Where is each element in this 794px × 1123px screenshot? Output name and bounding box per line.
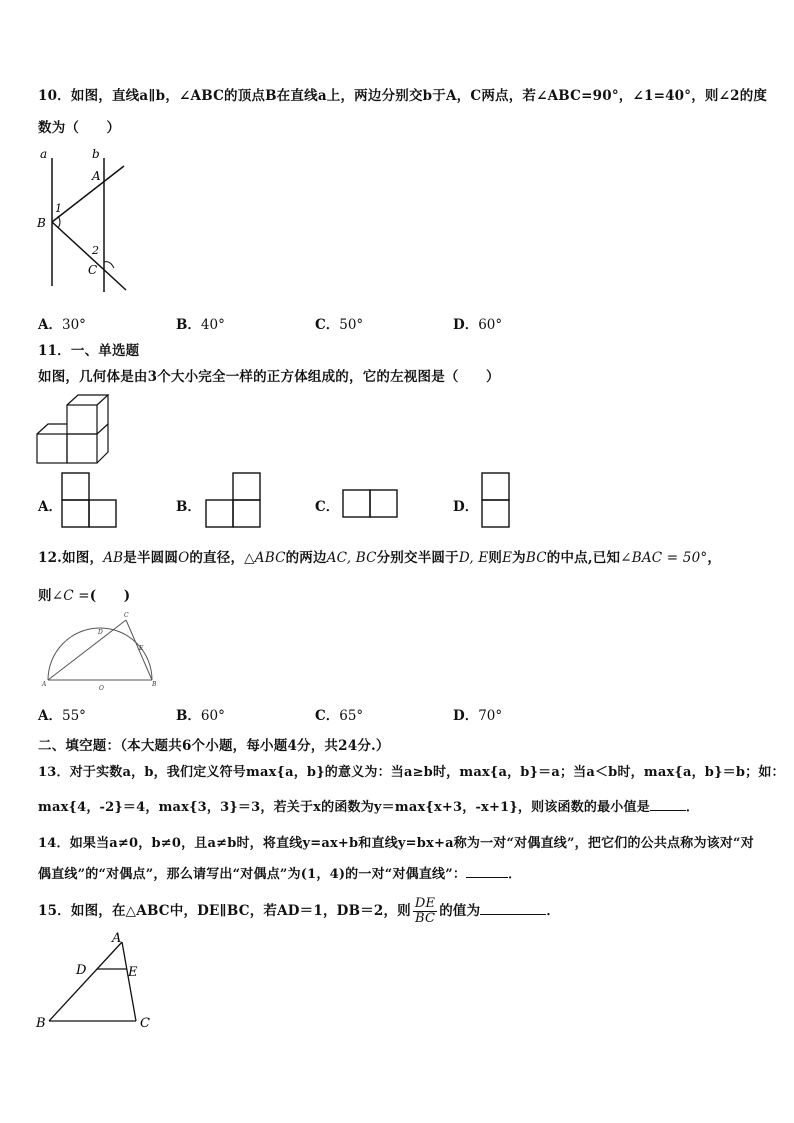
q12-line2: 则∠C =( ) [38,588,131,604]
angle-2-arc [104,262,114,268]
q12-option-c: C．65° [315,708,364,724]
q10-line1: 10．如图，直线a∥b，∠ABC的顶点B在直线a上，两边分别交b于A，C两点，若∠ABC=90°，∠1=40°，则∠2的度 [38,88,768,104]
q11-option-a-view [61,472,119,529]
label-b: b [92,147,100,161]
label-A: A [112,931,122,946]
q11-option-b: B． [176,499,201,515]
label-E: E [128,965,138,980]
section2-title: 二、填空题：（本大题共6个小题，每小题4分，共24分.） [38,738,390,754]
q10-option-d: D．60° [453,317,503,333]
label-A: A [92,169,101,183]
q12-option-b: B．60° [176,708,225,724]
label-1: 1 [55,202,62,215]
q11-solid-figure [36,394,114,468]
q11-line1: 11．一、单选题 [38,343,140,359]
q11-option-d-view [481,472,512,529]
side-AC [122,942,136,1021]
q15-fraction: $\frac{DE}{BC}$ [414,896,436,926]
label-2: 2 [92,244,99,257]
q13-line2: max{4，-2}＝4，max{3，3}＝3，若关于x的函数为y＝max{x+3，-x+1}，则该函数的最小值是 ． [38,800,700,815]
q14-answer-blank[interactable] [466,865,508,878]
q10-option-a: A．30° [38,317,86,333]
q12-line1: 12.如图，AB是半圆圆O的直径，△ABC的两边AC, BC分别交半圆于D, E则E为BC的中点,已知∠BAC = 50°， [38,550,722,566]
side-BA [49,942,122,1021]
q14-line2: 偶直线”的“对偶点”，那么请写出“对偶点”为(1，4)的一对“对偶直线”： ． [38,867,522,882]
side-AC [48,620,126,680]
label-E: E [139,645,144,652]
q13-line1: 13．对于实数a，b，我们定义符号max{a，b}的意义为：当a≥b时，max{a，b}＝a；当a＜b时，max{a，b}＝b；如： [38,765,785,780]
label-A: A [42,681,47,688]
q10-figure [34,144,134,296]
q15-answer-blank[interactable] [480,902,546,915]
q11-option-b-view [205,472,263,529]
q11-option-d: D． [453,499,479,515]
label-D: D [98,629,103,636]
label-C: C [140,1016,150,1030]
q11-line2: 如图，几何体是由3个大小完全一样的正方体组成的，它的左视图是（ ） [38,369,500,385]
q10-option-b: B．40° [176,317,225,333]
label-B: B [37,216,46,230]
q12-option-d: D．70° [453,708,503,724]
q11-option-c: C． [315,499,340,515]
label-a: a [40,147,48,161]
q10-line2: 数为（ ） [38,120,121,136]
label-O: O [99,685,104,692]
q12-figure [38,608,162,694]
label-C: C [88,263,98,277]
label-B: B [36,1016,46,1030]
q10-option-c: C．50° [315,317,364,333]
q14-line1: 14．如果当a≠0，b≠0，且a≠b时，将直线y=ax+b和直线y=bx+a称为一对“对偶直线”，把它们的公共点称为该对“对 [38,836,754,851]
q11-option-a: A． [38,499,62,515]
label-C: C [124,612,129,619]
ray-BC [52,222,126,290]
label-D: D [76,963,87,978]
q15-line1: 15．如图，在△ABC中，DE∥BC，若AD＝1，DB＝2，则 $\frac{DE}{BC}$ 的值为 ． [38,896,561,926]
q12-option-a: A．55° [38,708,86,724]
q15-figure [34,926,158,1030]
q13-answer-blank[interactable] [650,798,686,811]
q11-option-c-view [342,489,400,519]
ray-BA [52,166,124,222]
label-B: B [152,681,157,688]
